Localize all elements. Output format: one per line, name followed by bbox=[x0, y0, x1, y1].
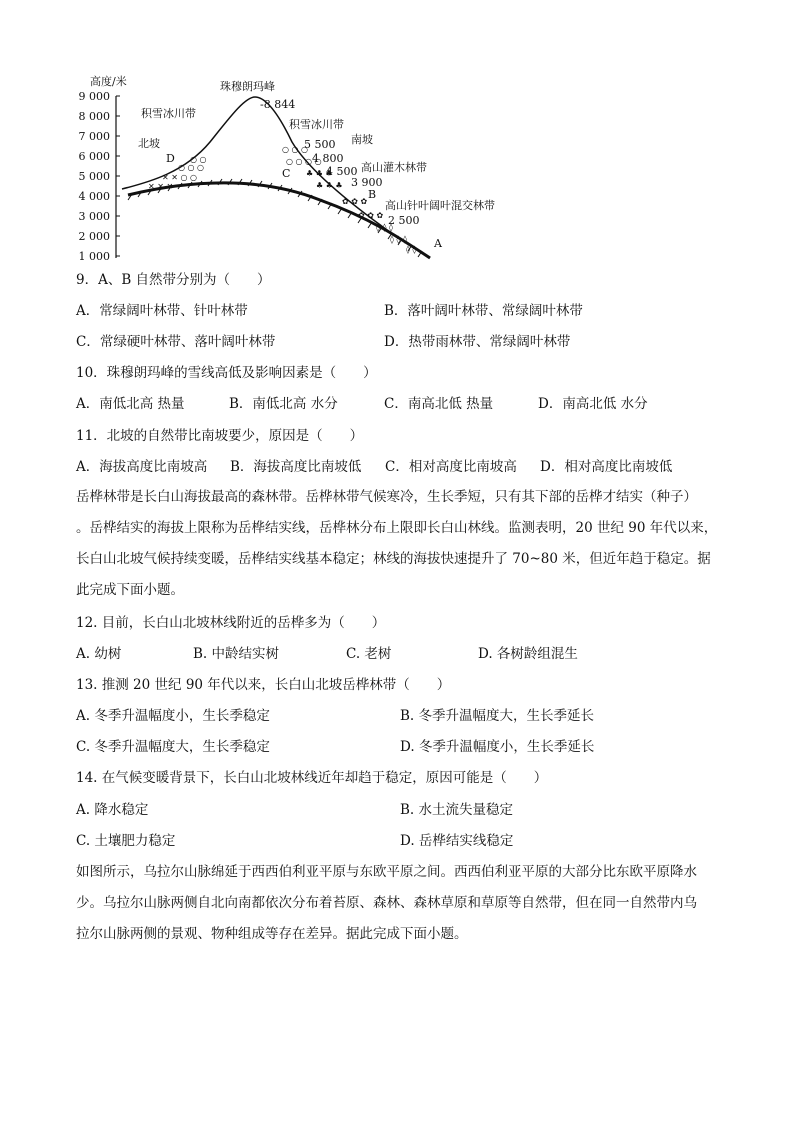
q14-stem: 14. 在气候变暖背景下，长白山北坡林线近年却趋于稳定，原因可能是（ ） bbox=[76, 770, 548, 786]
peak-height-label: -8 844 bbox=[260, 98, 296, 111]
q14-option-a[interactable]: A. 降水稳定 bbox=[76, 802, 149, 818]
q12-stem: 12. 目前，长白山北坡林线附近的岳桦多为（ ） bbox=[76, 615, 386, 631]
passage-line: 岳桦林带是长白山海拔最高的森林带。岳桦林带气候寒冷，生长季短，只有其下部的岳桦才结实（种子） bbox=[76, 489, 697, 505]
q9-option-a[interactable]: A．常绿阔叶林带、针叶林带 bbox=[76, 303, 248, 319]
svg-text:○ ○: ○ ○ bbox=[190, 155, 207, 164]
y-tick-label: 7 000 bbox=[78, 130, 110, 143]
svg-text:✕ ✕ ✕: ✕ ✕ ✕ bbox=[148, 182, 174, 191]
svg-text:♣ ♣ ♣: ♣ ♣ ♣ bbox=[306, 169, 333, 178]
q10-stem: 10．珠穆朗玛峰的雪线高低及影响因素是（ ） bbox=[76, 365, 377, 381]
passage-line: 如图所示，乌拉尔山脉绵延于西西伯利亚平原与东欧平原之间。西西伯利亚平原的大部分比东欧平原降水 bbox=[76, 864, 697, 880]
zone-letter-d: D bbox=[166, 152, 175, 165]
q12-option-c[interactable]: C. 老树 bbox=[346, 646, 392, 662]
ground-line bbox=[128, 183, 430, 258]
q9-option-b[interactable]: B．落叶阔叶林带、常绿阔叶林带 bbox=[384, 303, 583, 319]
q10-option-d[interactable]: D．南高北低 水分 bbox=[538, 396, 648, 412]
q14-option-b[interactable]: B. 水土流失量稳定 bbox=[400, 802, 514, 818]
south-snow-zone-label: 积雪冰川带 bbox=[289, 118, 344, 131]
q12-option-b[interactable]: B. 中龄结实树 bbox=[193, 646, 280, 662]
q9-option-d[interactable]: D．热带雨林带、常绿阔叶林带 bbox=[384, 334, 571, 350]
y-tick-label: 6 000 bbox=[78, 150, 110, 163]
y-tick-label: 8 000 bbox=[78, 110, 110, 123]
svg-text:✕ ✕ ○ ○: ✕ ✕ ○ ○ bbox=[162, 173, 197, 182]
height-label: 3 900 bbox=[351, 176, 383, 189]
passage-line: 少。乌拉尔山脉两侧自北向南都依次分布着苔原、森林、森林草原和草原等自然带，但在同一自然带内乌 bbox=[76, 895, 697, 911]
svg-text:◊ ◊ ◊: ◊ ◊ ◊ bbox=[376, 223, 393, 232]
height-label: 2 500 bbox=[388, 214, 420, 227]
q12-option-d[interactable]: D. 各树龄组混生 bbox=[478, 646, 578, 662]
q11-option-c[interactable]: C．相对高度比南坡高 bbox=[385, 459, 517, 475]
q11-stem: 11．北坡的自然带比南坡要少，原因是（ ） bbox=[76, 428, 364, 444]
q11-option-b[interactable]: B．海拔高度比南坡低 bbox=[230, 459, 362, 475]
svg-text:✿ ✿ ✿: ✿ ✿ ✿ bbox=[342, 197, 368, 206]
zone-letter-c: C bbox=[282, 167, 291, 180]
svg-text:◊ ◊: ◊ ◊ bbox=[406, 245, 417, 254]
south-slope-label: 南坡 bbox=[351, 133, 373, 146]
svg-text:○ ○ ○: ○ ○ ○ bbox=[282, 145, 309, 154]
passage-line: 长白山北坡气候持续变暖，岳桦结实线基本稳定；林线的海拔快速提升了 70~80 米，但近年趋于稳定。据 bbox=[76, 551, 711, 567]
q11-option-d[interactable]: D．相对高度比南坡低 bbox=[540, 459, 673, 475]
north-snow-zone-label: 积雪冰川带 bbox=[141, 107, 196, 120]
passage-ural-mountains bbox=[76, 857, 720, 950]
q9-option-c[interactable]: C．常绿硬叶林带、落叶阔叶林带 bbox=[76, 334, 276, 350]
q12-option-a[interactable]: A. 幼树 bbox=[76, 646, 122, 662]
q13-option-a[interactable]: A. 冬季升温幅度小，生长季稳定 bbox=[76, 708, 270, 724]
y-axis-label: 高度/米 bbox=[90, 75, 127, 88]
y-tick-label: 2 000 bbox=[78, 230, 110, 243]
zone-letter-b: B bbox=[368, 188, 377, 201]
height-label: 5 500 bbox=[304, 138, 336, 151]
zone-letter-a: A bbox=[434, 237, 442, 250]
y-tick-label: 5 000 bbox=[78, 170, 110, 183]
passage-birch-forest bbox=[76, 482, 720, 606]
q10-option-c[interactable]: C．南高北低 热量 bbox=[384, 396, 494, 412]
q13-option-d[interactable]: D. 冬季升温幅度小，生长季延长 bbox=[400, 739, 595, 755]
q13-option-c[interactable]: C. 冬季升温幅度大，生长季稳定 bbox=[76, 739, 270, 755]
height-label: 4 800 bbox=[312, 152, 344, 165]
mixed-forest-zone-label: 高山针叶阔叶混交林带 bbox=[385, 199, 495, 212]
svg-text:♣ ♣ ♣: ♣ ♣ ♣ bbox=[316, 181, 343, 190]
q11-option-a[interactable]: A．海拔高度比南坡高 bbox=[76, 459, 208, 475]
passage-line: 此完成下面小题。 bbox=[76, 582, 184, 598]
q14-option-c[interactable]: C. 土壤肥力稳定 bbox=[76, 833, 176, 849]
north-slope-label: 北坡 bbox=[138, 137, 160, 150]
mountain-profile-svg bbox=[70, 72, 540, 272]
svg-text:○ ○ ○: ○ ○ ○ bbox=[178, 163, 205, 172]
q10-option-b[interactable]: B．南低北高 水分 bbox=[229, 396, 338, 412]
passage-line: 。岳桦结实的海拔上限称为岳桦结实线，岳桦林分布上限即长白山林线。监测表明，20 世纪 90 年代以来， bbox=[76, 520, 718, 536]
q9-stem: 9．A、B 自然带分别为（ ） bbox=[76, 272, 271, 288]
peak-name-label: 珠穆朗玛峰 bbox=[220, 80, 275, 93]
peak-height-value: 8 844 bbox=[263, 98, 296, 111]
y-tick-label: 9 000 bbox=[78, 90, 110, 103]
height-label: 4 500 bbox=[326, 165, 358, 178]
svg-text:✿ ✿ ✿: ✿ ✿ ✿ bbox=[358, 211, 384, 220]
q13-option-b[interactable]: B. 冬季升温幅度大，生长季延长 bbox=[400, 708, 595, 724]
q10-option-a[interactable]: A．南低北高 热量 bbox=[76, 396, 185, 412]
mountain-profile-figure bbox=[70, 72, 540, 272]
y-tick-label: 1 000 bbox=[78, 250, 110, 263]
svg-text:○ ○ ○ ○: ○ ○ ○ ○ bbox=[286, 157, 322, 166]
q14-option-d[interactable]: D. 岳桦结实线稳定 bbox=[400, 833, 514, 849]
q13-stem: 13. 推测 20 世纪 90 年代以来，长白山北坡岳桦林带（ ） bbox=[76, 677, 451, 693]
passage-line: 拉尔山脉两侧的景观、物种组成等存在差异。据此完成下面小题。 bbox=[76, 926, 468, 942]
svg-text:◊ ◊ ◊: ◊ ◊ ◊ bbox=[390, 235, 407, 244]
y-tick-label: 4 000 bbox=[78, 190, 110, 203]
shrub-zone-label: 高山灌木林带 bbox=[361, 161, 427, 174]
y-tick-label: 3 000 bbox=[78, 210, 110, 223]
